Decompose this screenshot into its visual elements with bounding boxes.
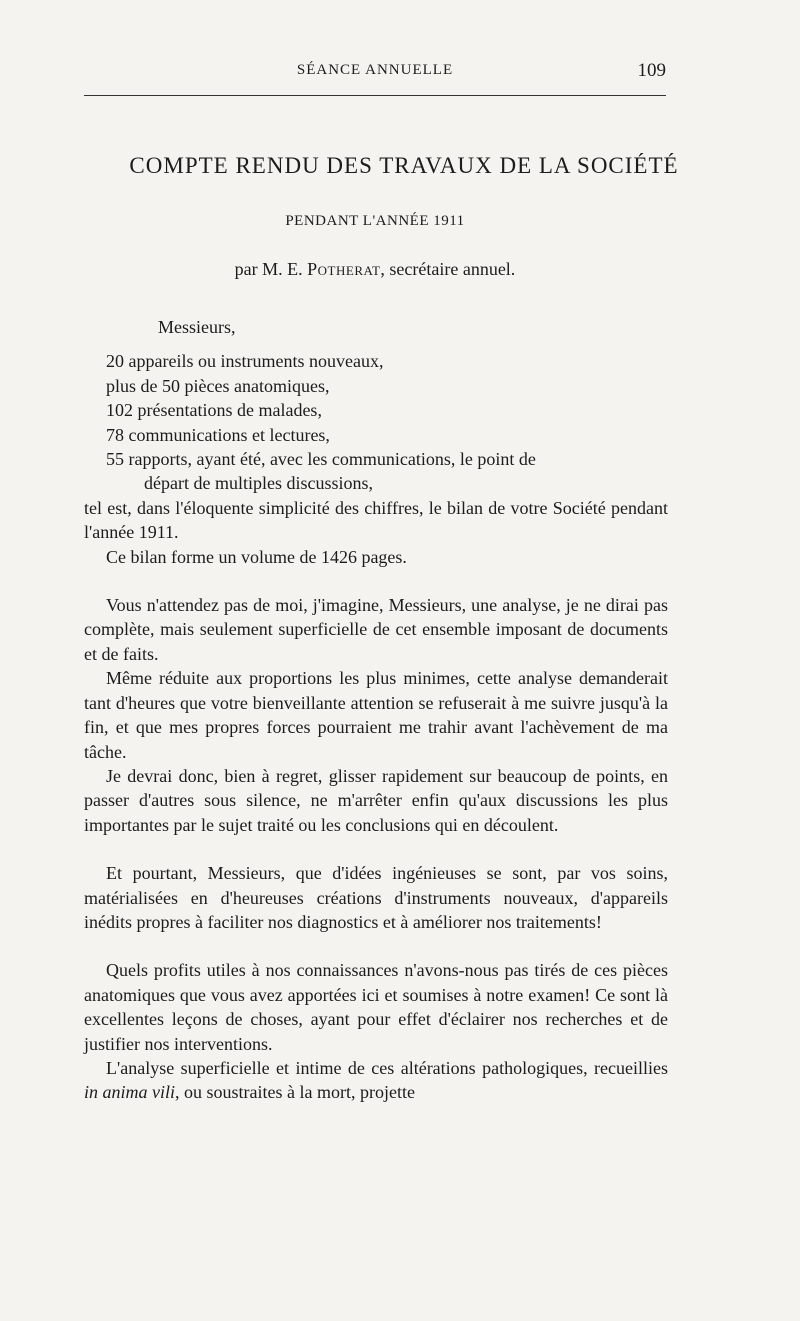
byline-prefix: par M. E. xyxy=(234,259,303,279)
paragraph-text: , ou soustraites à la mort, projette xyxy=(175,1082,415,1103)
greeting: Messieurs, xyxy=(158,317,236,337)
stat-item: 102 présentations de malades, xyxy=(106,400,322,421)
byline-author: Potherat xyxy=(307,259,381,279)
running-head xyxy=(84,60,666,86)
latin-phrase: in anima vili xyxy=(84,1082,175,1103)
stat-item: 78 communications et lectures, xyxy=(106,424,330,445)
paragraph: Je devrai donc, bien à regret, glisser rapidement sur beaucoup de points, en passer d'autres sous silence, ne m'arrêter enfin qu'aux discussions les plus importantes par le sujet traité ou les conclusions qui en découlent. xyxy=(84,765,668,835)
byline xyxy=(84,259,666,280)
paragraph: Et pourtant, Messieurs, que d'idées ingénieuses se sont, par vos soins, matérialisées en d'heureuses créations d'instruments nouveaux, d'appareils inédits propres à faciliter nos diagnostics et à améliorer nos traitements! xyxy=(84,863,668,932)
body-text xyxy=(84,315,668,1105)
page-number: 109 xyxy=(637,60,666,81)
stat-item: 20 appareils ou instruments nouveaux, xyxy=(106,351,384,372)
paragraph: Vous n'attendez pas de moi, j'imagine, Messieurs, une analyse, je ne dirai pas complète, mais seulement superficielle de cet ensemble imposant de documents et de faits. xyxy=(84,595,668,664)
chapter-subtitle: PENDANT L'ANNÉE 1911 xyxy=(285,213,465,229)
paragraph: Même réduite aux proportions les plus minimes, cette analyse demanderait tant d'heures que votre bienveillante attention se refuserait à me suivre jusqu'à la fin, et que mes propres forces pourraient me trahir avant l'achèvement de ma tâche. xyxy=(84,668,668,762)
stat-item: 55 rapports, ayant été, avec les communications, le point de xyxy=(106,449,536,470)
paragraph: Quels profits utiles à nos connaissances n'avons-nous pas tirés de ces pièces anatomiques que vous avez apportées ici et soumises à notre examen! Ce sont là excellentes leçons de choses, ayant pour effet d'éclairer nos recherches et de justifier nos interventions. xyxy=(84,960,668,1054)
stat-continuation: départ de multiples discussions, xyxy=(144,473,373,494)
paragraph xyxy=(84,1056,668,1105)
paragraph-text: L'analyse superficielle et intime de ces altérations pathologiques, recueillies xyxy=(106,1057,668,1078)
paragraph: tel est, dans l'éloquente simplicité des chiffres, le bilan de votre Société pendant l'année 1911. xyxy=(84,497,668,543)
stats-list xyxy=(84,349,668,495)
stat-item: plus de 50 pièces anatomiques, xyxy=(106,375,330,396)
byline-suffix: , secrétaire annuel. xyxy=(380,259,516,279)
running-title: SÉANCE ANNUELLE xyxy=(296,62,454,78)
header-rule xyxy=(84,95,666,96)
paragraph: Ce bilan forme un volume de 1426 pages. xyxy=(106,546,407,567)
chapter-title: COMPTE RENDU DES TRAVAUX DE LA SOCIÉTÉ xyxy=(129,153,679,178)
